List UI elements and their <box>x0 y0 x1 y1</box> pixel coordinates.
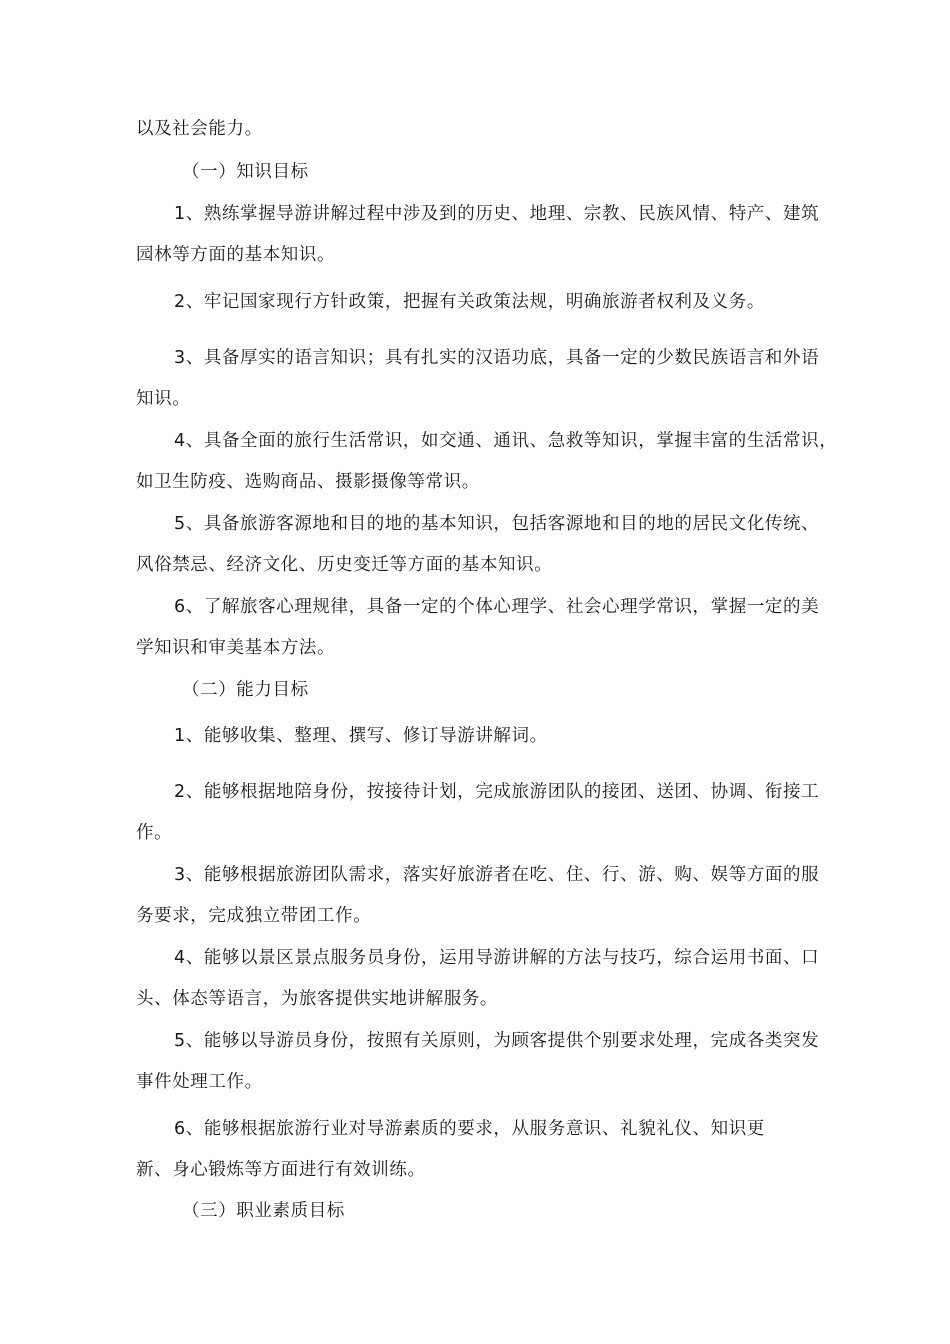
knowledge-item-5-line-2: 风俗禁忌、经济文化、历史变迁等方面的基本知识。 <box>136 555 553 575</box>
knowledge-item-1-line-2: 园林等方面的基本知识。 <box>136 245 336 265</box>
ability-item-5-line-2: 事件处理工作。 <box>136 1072 263 1092</box>
section-heading-quality: （三）职业素质目标 <box>182 1201 345 1221</box>
ability-item-4-line-2: 头、体态等语言，为旅客提供实地讲解服务。 <box>136 989 498 1009</box>
ability-item-3-line-2: 务要求，完成独立带团工作。 <box>136 906 372 926</box>
intro-tail-line: 以及社会能力。 <box>136 119 263 139</box>
knowledge-item-3-line-2: 知识。 <box>136 389 191 409</box>
knowledge-item-6-line-1: 6、了解旅客心理规律，具备一定的个体心理学、社会心理学常识，掌握一定的美 <box>174 597 820 617</box>
ability-item-6-line-1: 6、能够根据旅游行业对导游素质的要求，从服务意识、礼貌礼仪、知识更 <box>174 1119 765 1139</box>
knowledge-item-5-line-1: 5、具备旅游客源地和目的地的基本知识，包括客源地和目的地的居民文化传统、 <box>174 514 820 534</box>
ability-item-2-line-2: 作。 <box>136 823 173 843</box>
ability-item-1-line-1: 1、能够收集、整理、撰写、修订导游讲解词。 <box>174 726 548 746</box>
knowledge-item-4-line-1: 4、具备全面的旅行生活常识，如交通、通讯、急救等知识，掌握丰富的生活常识， <box>174 431 838 451</box>
ability-item-3-line-1: 3、能够根据旅游团队需求，落实好旅游者在吃、住、行、游、购、娱等方面的服 <box>174 865 820 885</box>
ability-item-5-line-1: 5、能够以导游员身份，按照有关原则，为顾客提供个别要求处理，完成各类突发 <box>174 1031 820 1051</box>
ability-item-6-line-2: 新、身心锻炼等方面进行有效训练。 <box>136 1160 426 1180</box>
ability-item-2-line-1: 2、能够根据地陪身份，按接待计划，完成旅游团队的接团、送团、协调、衔接工 <box>174 782 820 802</box>
section-heading-ability: （二）能力目标 <box>182 680 309 700</box>
knowledge-item-2-line-1: 2、牢记国家现行方针政策，把握有关政策法规，明确旅游者权利及义务。 <box>174 292 765 312</box>
knowledge-item-3-line-1: 3、具备厚实的语言知识；具有扎实的汉语功底，具备一定的少数民族语言和外语 <box>174 348 820 368</box>
knowledge-item-6-line-2: 学知识和审美基本方法。 <box>136 638 336 658</box>
ability-item-4-line-1: 4、能够以景区景点服务员身份，运用导游讲解的方法与技巧，综合运用书面、口 <box>174 948 820 968</box>
knowledge-item-1-line-1: 1、熟练掌握导游讲解过程中涉及到的历史、地理、宗教、民族风情、特产、建筑 <box>174 204 820 224</box>
section-heading-knowledge: （一）知识目标 <box>182 162 309 182</box>
knowledge-item-4-line-2: 如卫生防疫、选购商品、摄影摄像等常识。 <box>136 472 480 492</box>
